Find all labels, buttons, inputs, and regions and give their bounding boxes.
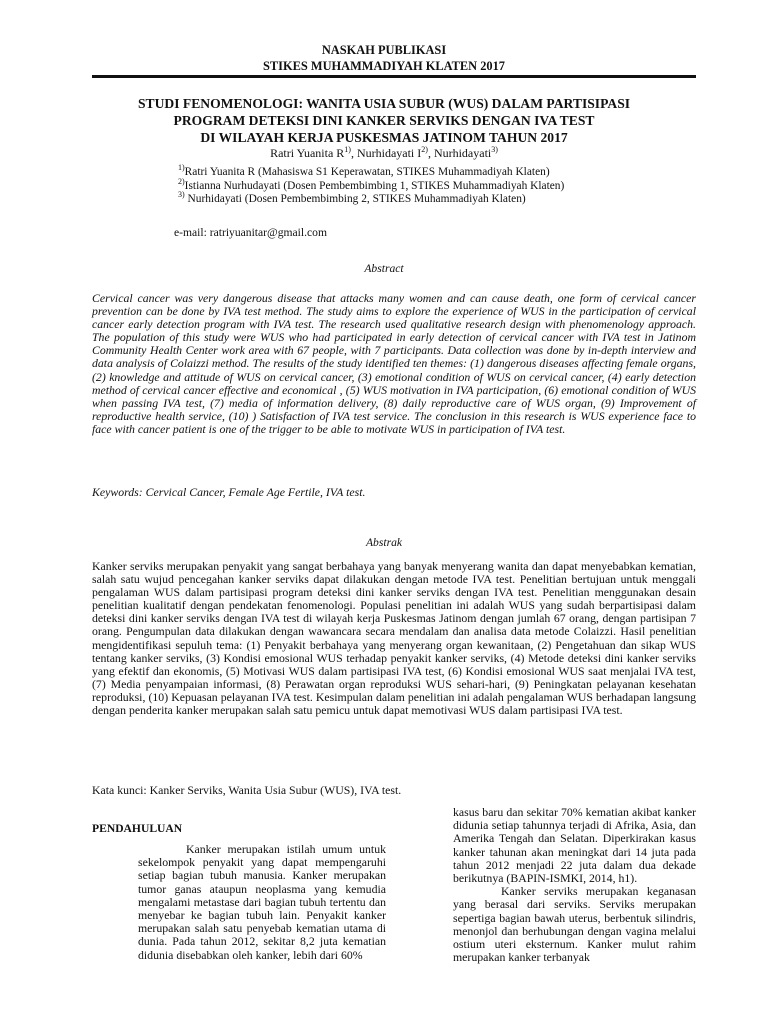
header-rule [92, 75, 696, 78]
title-line-2: PROGRAM DETEKSI DINI KANKER SERVIKS DENGAN IVA TEST [173, 113, 595, 128]
affiliation-3-text: Nurhidayati (Dosen Pembembimbing 2, STIKES Muhammadiyah Klaten) [184, 193, 526, 205]
affiliation-1 [178, 163, 678, 180]
affiliation-2 [178, 176, 678, 194]
abstract-heading: Abstract [364, 262, 404, 275]
affiliation-2-text: Istianna Nurhudayati (Dosen Pembembimbing 1, STIKES Muhammadiyah Klaten) [184, 179, 565, 192]
section-heading-introduction: PENDAHULUAN [92, 822, 183, 835]
author-line [0, 146, 768, 160]
abstrak-keywords: Kata kunci: Kanker Serviks, Wanita Usia Subur (WUS), IVA test. [92, 783, 402, 797]
author-2: , Nurhidayati I [350, 146, 422, 160]
abstract-body: Cervical cancer was very dangerous disease that attacks many women and can cause death, one form of cervical cancer prevention can be done by IVA test method. The study aims to explore the experience of WUS in the participation of cervical cancer early detection program with IVA test. The research used qualitative research design with phenomenology approach. The population of this study were WUS who had participated in early detection of cervical cancer with IVA test in Jatinom Community Health Center work area with 67 people, with 7 participants. Data collection was done by in-depth interview and data analysis of Colaizzi method. The results of the study identified ten themes: (1) dangerous diseases affecting female organs, (2) knowledge and attitude of WUS on cervical cancer, (3) emotional condition of WUS on cervical cancer, (4) early detection method of cervical cancer effective and economical , (5) WUS motivation in IVA participation, (6) emotional condition of WUS when passing IVA test, (7) media of information delivery, (8) daily reproductive care of WUS organ, (9) Improvement of reproductive health service, (10) ) Satisfaction of IVA test service. The conclusion in this research is WUS experience face to face with cancer patient is one of the trigger to be able to motivate WUS in participation of IVA test. [92, 291, 696, 436]
affiliation-1-text: Ratri Yuanita R (Mahasiswa S1 Keperawatan, STIKES Muhammadiyah Klaten) [184, 166, 550, 178]
intro-right-paragraph-1: kasus baru dan sekitar 70% kematian akibat kanker didunia setiap tahunnya terjadi di Afrika, Asia, dan Amerika Tengah dan Selatan. Diperkirakan kasus kanker tahunan akan meningkat dari 14 juta pada tahun 2012 menjadi 22 juta dalam dua dekade berikutnya (BAPIN-ISMKI, 2014, h1). [453, 805, 696, 886]
paper-title [60, 95, 708, 146]
intro-left-column: Kanker merupakan istilah umum untuk sekelompok penyakit yang dapat mempengaruhi setiap bagian tubuh manusia. Kanker merupakan tumor ganas ataupun neoplasma yang kemudia mengalami metastase dari bagian tubuh tertentu dan menyebar ke bagian tubuh lain. Penyakit kanker merupakan salah satu penyebab kematian utama di dunia. Pada tahun 2012, sekitar 8,2 juta kematian didunia disebabkan oleh kanker, lebih dari 60% [138, 842, 386, 962]
author-3: , Nurhidayati [427, 146, 492, 160]
intro-right-paragraph-2: Kanker serviks merupakan keganasan yang berasal dari serviks. Serviks merupakan sepertiga bagian bawah uterus, berbentuk silindris, menonjol dan berhubungan dengan vagina melalui ostium uteri eksternum. Kanker mulut rahim merupakan kanker terbanyak [453, 884, 696, 965]
intro-right-column [453, 806, 696, 964]
abstract-keywords: Keywords: Cervical Cancer, Female Age Fertile, IVA test. [92, 485, 366, 499]
publication-label: NASKAH PUBLIKASI [321, 43, 447, 57]
affiliation-1-sup: 1) [178, 163, 185, 173]
affiliation-3-sup: 3) [178, 190, 185, 200]
author-1: Ratri Yuanita R [270, 146, 345, 160]
affiliation-2-sup: 2) [178, 176, 185, 186]
author-1-sup: 1) [344, 145, 351, 154]
author-3-sup: 3) [491, 145, 498, 154]
contact-email: e-mail: ratriyuanitar@gmail.com [174, 226, 327, 239]
title-line-1: STUDI FENOMENOLOGI: WANITA USIA SUBUR (WUS) DALAM PARTISIPASI [137, 96, 631, 111]
title-line-3: DI WILAYAH KERJA PUSKESMAS JATINOM TAHUN 2017 [200, 130, 568, 145]
author-2-sup: 2) [421, 145, 428, 154]
affiliation-3 [178, 190, 678, 207]
abstrak-body: Kanker serviks merupakan penyakit yang sangat berbahaya yang banyak menyerang wanita dan dapat menyebabkan kematian, salah satu wujud pencegahan kanker serviks dapat dilakukan dengan metode IVA test. Penelitian bertujuan untuk menggali pengalaman WUS dalam partisipasi program deteksi dini kanker serviks dengan IVA test. Penelitian menggunakan desain penelitian kualitatif dengan pendekatan fenomenologi. Populasi penelitian ini adalah WUS yang sudah berpartisipasi dalam deteksi dini kanker serviks dengan IVA test di wilayah kerja Puskesmas Jatinom dengan jumlah 67 orang, dengan partisipan 7 orang. Pengumpulan data dilakukan dengan wawancara secara mendalam dan analisa data metode Colaizzi. Hasil penelitian mengidentifikasi sepuluh tema: (1) Penyakit berbahaya yang menyerang organ kewanitaan, (2) Pengetahuan dan sikap WUS tentang kanker serviks, (3) Kondisi emosional WUS terhadap penyakit kanker serviks, (4) Metode deteksi dini kanker serviks yang efektif dan ekonomis, (5) Motivasi WUS dalam partisipasi IVA test, (6) Kondisi emosional WUS saat menjalai IVA test, (7) Media penyampaian informasi, (8) Perawatan organ reproduksi WUS sehari-hari, (9) Peningkatan pelayanan kesehatan reproduksi, (10) Kepuasan pelayanan IVA test. Kesimpulan dalam penelitian ini adalah pengalaman WUS berhadapan langsung dengan penderita kanker merupakan salah satu pemicu untuk dapat memotivasi WUS dalam partisipasi IVA test. [92, 559, 696, 718]
institution-label: STIKES MUHAMMADIYAH KLATEN 2017 [263, 59, 505, 73]
affiliations [178, 163, 678, 207]
abstrak-heading: Abstrak [365, 536, 403, 549]
